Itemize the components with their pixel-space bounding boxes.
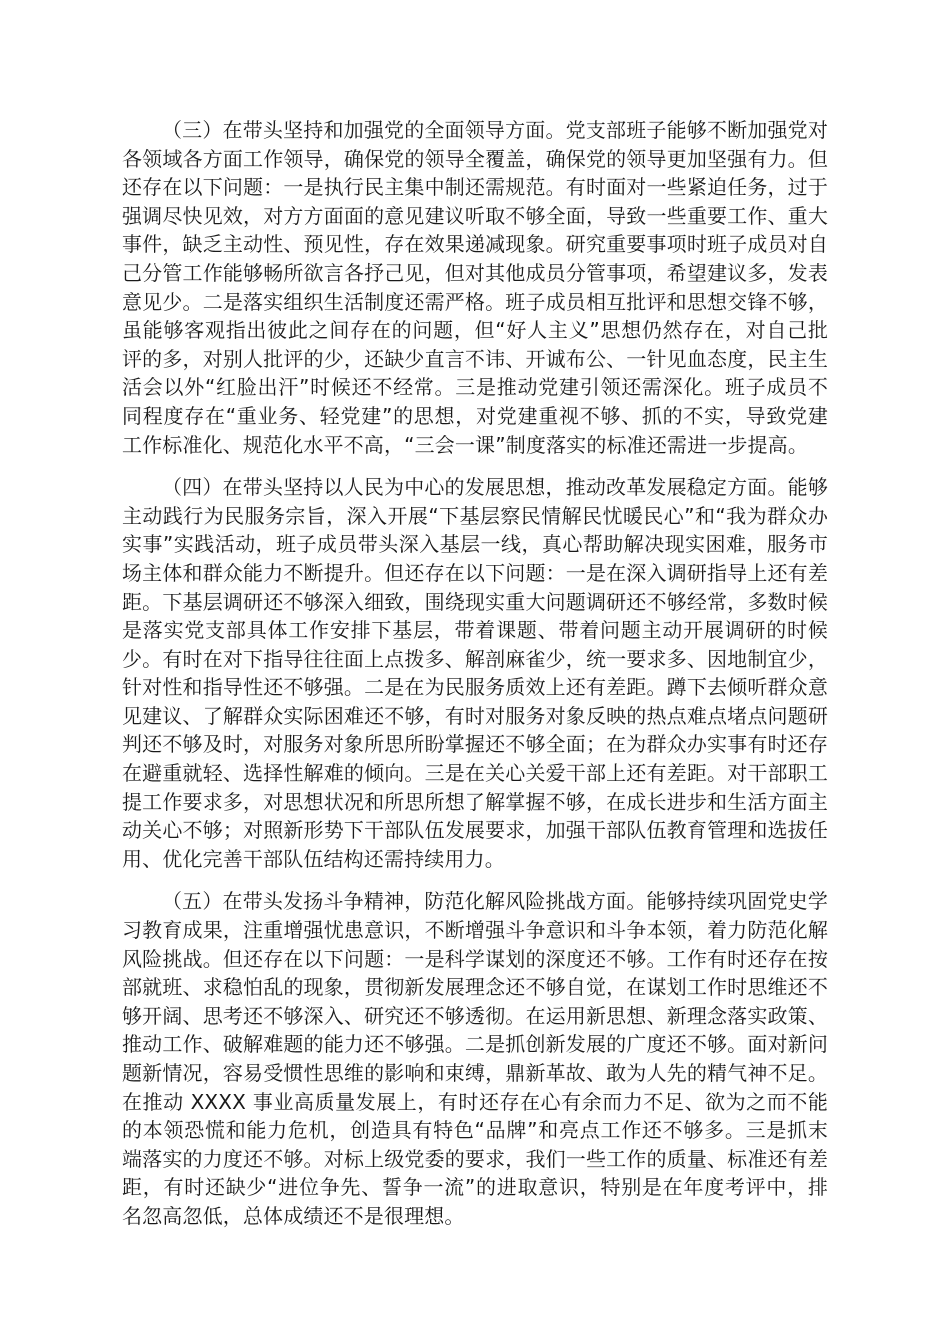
paragraph-section-4: （四）在带头坚持以人民为中心的发展思想，推动改革发展稳定方面。能够主动践行为民服务宗旨，深入开展“下基层察民情解民忧暖民心”和“我为群众办实事”实践活动，班子成员带头深入基层一线，真心帮助解决现实困难，服务市场主体和群众能力不断提升。但还存在以下问题：一是在深入调研指导上还有差距。下基层调研还不够深入细致，围绕现实重大问题调研还不够经常，多数时候是落实党支部具体工作安排下基层，带着课题、带着问题主动开展调研的时候少。有时在对下指导往往面上点拨多、解剖麻雀少，统一要求多、因地制宜少，针对性和指导性还不够强。二是在为民服务质效上还有差距。蹲下去倾听群众意见建议、了解群众实际困难还不够，有时对服务对象反映的热点难点堵点问题研判还不够及时，对服务对象所思所盼掌握还不够全面；在为群众办实事有时还存在避重就轻、选择性解难的倾向。三是在关心关爱干部上还有差距。对干部职工提工作要求多，对思想状况和所思所想了解掌握不够，在成长进步和生活方面主动关心不够；对照新形势下干部队伍发展要求，加强干部队伍教育管理和选拔任用、优化完善干部队伍结构还需持续用力。 <box>122 475 828 871</box>
paragraph-section-3: （三）在带头坚持和加强党的全面领导方面。党支部班子能够不断加强党对各领域各方面工作领导，确保党的领导全覆盖，确保党的领导更加坚强有力。但还存在以下问题：一是执行民主集中制还需规范。有时面对一些紧迫任务，过于强调尽快见效，对方方面面的意见建议听取不够全面，导致一些重要工作、重大事件，缺乏主动性、预见性，存在效果递减现象。研究重要事项时班子成员对自己分管工作能够畅所欲言各抒己见，但对其他成员分管事项，希望建议多，发表意见少。二是落实组织生活制度还需严格。班子成员相互批评和思想交锋不够，虽能够客观指出彼此之间存在的问题，但“好人主义”思想仍然存在，对自己批评的多，对别人批评的少，还缺少直言不讳、开诚布公、一针见血态度，民主生活会以外“红脸出汗”时候还不经常。三是推动党建引领还需深化。班子成员不同程度存在“重业务、轻党建”的思想，对党建重视不够、抓的不实，导致党建工作标准化、规范化水平不高，“三会一课”制度落实的标准还需进一步提高。 <box>122 118 828 457</box>
paragraph-section-5: （五）在带头发扬斗争精神，防范化解风险挑战方面。能够持续巩固党史学习教育成果，注重增强忧患意识，不断增强斗争意识和斗争本领，着力防范化解风险挑战。但还存在以下问题：一是科学谋划的深度还不够。工作有时还存在按部就班、求稳怕乱的现象，贯彻新发展理念还不够自觉，在谋划工作时思维还不够开阔、思考还不够深入、研究还不够透彻。在运用新思想、新理念落实政策、推动工作、破解难题的能力还不够强。二是抓创新发展的广度还不够。面对新问题新情况，容易受惯性思维的影响和束缚，鼎新革故、敢为人先的精气神不足。在推动 XXXX 事业高质量发展上，有时还存在心有余而力不足、欲为之而不能的本领恐慌和能力危机，创造具有特色“品牌”和亮点工作还不够多。三是抓末端落实的力度还不够。对标上级党委的要求，我们一些工作的质量、标准还有差距，有时还缺少“进位争先、誓争一流”的进取意识，特别是在年度考评中，排名忽高忽低，总体成绩还不是很理想。 <box>122 889 828 1228</box>
